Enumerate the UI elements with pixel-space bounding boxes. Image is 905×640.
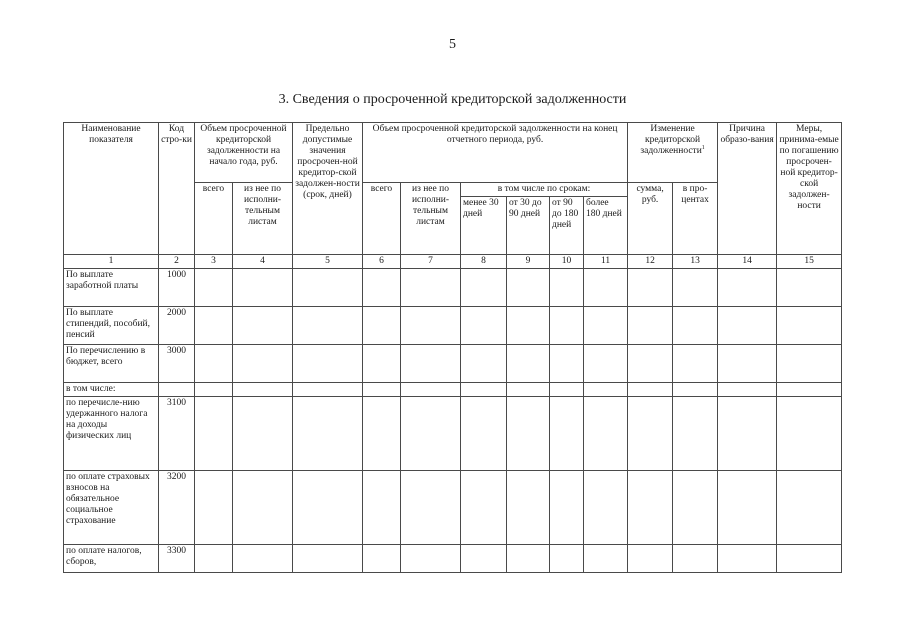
value-cell (718, 383, 777, 397)
col-header-sum: сумма, руб. (628, 183, 673, 255)
value-cell (363, 545, 401, 573)
value-cell (777, 471, 842, 545)
row-code: 3200 (159, 471, 195, 545)
value-cell (777, 345, 842, 383)
value-cell (293, 397, 363, 471)
value-cell (363, 269, 401, 307)
header-row-1 (64, 123, 842, 183)
value-cell (584, 269, 628, 307)
value-cell (461, 383, 507, 397)
value-cell (401, 269, 461, 307)
row-name: по оплате страховых взносов на обязательное социальное страхование (64, 471, 159, 545)
value-cell (401, 345, 461, 383)
column-number-cell: 4 (233, 255, 293, 269)
value-cell (628, 345, 673, 383)
value-cell (673, 471, 718, 545)
value-cell (628, 397, 673, 471)
page-number: 5 (449, 37, 456, 52)
value-cell (584, 471, 628, 545)
value-cell (233, 383, 293, 397)
column-number-cell: 8 (461, 255, 507, 269)
value-cell (233, 345, 293, 383)
column-number-cell: 7 (401, 255, 461, 269)
col-header-30-90: от 30 до 90 дней (507, 197, 550, 255)
value-cell (461, 345, 507, 383)
value-cell (550, 383, 584, 397)
value-cell (293, 307, 363, 345)
column-number-cell: 6 (363, 255, 401, 269)
value-cell (584, 397, 628, 471)
value-cell (293, 269, 363, 307)
value-cell (628, 545, 673, 573)
col-header-more180: более 180 дней (584, 197, 628, 255)
value-cell (507, 383, 550, 397)
value-cell (718, 345, 777, 383)
value-cell (461, 307, 507, 345)
value-cell (195, 545, 233, 573)
column-number-cell: 5 (293, 255, 363, 269)
value-cell (293, 383, 363, 397)
col-header-change (628, 123, 718, 183)
change-label: Изменение кредиторской задолженности (640, 124, 702, 156)
table-body (64, 269, 842, 573)
col-header-90-180: от 90 до 180 дней (550, 197, 584, 255)
row-code: 3000 (159, 345, 195, 383)
value-cell (718, 269, 777, 307)
value-cell (777, 397, 842, 471)
value-cell (628, 383, 673, 397)
row-code: 1000 (159, 269, 195, 307)
value-cell (401, 383, 461, 397)
value-cell (363, 345, 401, 383)
value-cell (195, 269, 233, 307)
col-header-overdue-start: Объем просроченной кредиторской задолженности на начало года, руб. (195, 123, 293, 183)
value-cell (673, 307, 718, 345)
col-header-limit: Предельно допустимые значения просрочен-ной кредитор-ской задолжен-ности (срок, дней) (293, 123, 363, 255)
value-cell (718, 471, 777, 545)
value-cell (293, 345, 363, 383)
column-number-cell: 11 (584, 255, 628, 269)
value-cell (507, 269, 550, 307)
value-cell (233, 397, 293, 471)
row-code: 2000 (159, 307, 195, 345)
value-cell (550, 471, 584, 545)
value-cell (233, 471, 293, 545)
value-cell (584, 307, 628, 345)
value-cell (777, 307, 842, 345)
value-cell (673, 397, 718, 471)
value-cell (628, 471, 673, 545)
value-cell (363, 471, 401, 545)
value-cell (584, 345, 628, 383)
column-numbers-row (64, 255, 842, 269)
value-cell (777, 269, 842, 307)
value-cell (461, 545, 507, 573)
value-cell (584, 545, 628, 573)
value-cell (584, 383, 628, 397)
value-cell (507, 307, 550, 345)
table-row (64, 307, 842, 345)
col-header-by-terms: в том числе по срокам: (461, 183, 628, 197)
value-cell (195, 397, 233, 471)
overdue-payables-table (63, 122, 842, 573)
row-name: По выплате стипендий, пособий, пенсий (64, 307, 159, 345)
col-header-exec-start: из нее по исполни-тельным листам (233, 183, 293, 255)
value-cell (628, 269, 673, 307)
value-cell (718, 545, 777, 573)
col-header-name: Наименование показателя (64, 123, 159, 255)
value-cell (507, 397, 550, 471)
value-cell (363, 397, 401, 471)
value-cell (195, 471, 233, 545)
value-cell (363, 307, 401, 345)
value-cell (550, 545, 584, 573)
value-cell (363, 383, 401, 397)
change-footnote: 1 (701, 144, 705, 151)
table-row (64, 383, 842, 397)
col-header-percent: в про-центах (673, 183, 718, 255)
value-cell (507, 471, 550, 545)
table-row (64, 397, 842, 471)
column-number-cell: 10 (550, 255, 584, 269)
table-row (64, 269, 842, 307)
col-header-measures: Меры, принима-емые по погашению просрочен-ной кредитор-ской задолжен-ности (777, 123, 842, 255)
col-header-total-start: всего (195, 183, 233, 255)
column-number-cell: 3 (195, 255, 233, 269)
col-header-reason: Причина образо-вания (718, 123, 777, 255)
table-row (64, 545, 842, 573)
value-cell (401, 545, 461, 573)
value-cell (777, 545, 842, 573)
value-cell (550, 269, 584, 307)
row-name: По выплате заработной платы (64, 269, 159, 307)
value-cell (550, 307, 584, 345)
column-number-cell: 14 (718, 255, 777, 269)
row-name: По перечислению в бюджет, всего (64, 345, 159, 383)
value-cell (507, 345, 550, 383)
row-name: в том числе: (64, 383, 159, 397)
value-cell (461, 269, 507, 307)
col-header-overdue-end: Объем просроченной кредиторской задолженности на конец отчетного периода, руб. (363, 123, 628, 183)
value-cell (461, 397, 507, 471)
col-header-exec-end: из нее по исполни-тельным листам (401, 183, 461, 255)
value-cell (401, 307, 461, 345)
column-number-cell: 12 (628, 255, 673, 269)
value-cell (293, 471, 363, 545)
value-cell (195, 307, 233, 345)
value-cell (401, 397, 461, 471)
col-header-less30: менее 30 дней (461, 197, 507, 255)
col-header-total-end: всего (363, 183, 401, 255)
value-cell (233, 307, 293, 345)
value-cell (195, 345, 233, 383)
value-cell (233, 545, 293, 573)
col-header-code: Код стро-ки (159, 123, 195, 255)
value-cell (673, 383, 718, 397)
value-cell (673, 269, 718, 307)
value-cell (507, 545, 550, 573)
row-code: 3100 (159, 397, 195, 471)
value-cell (718, 397, 777, 471)
column-number-cell: 2 (159, 255, 195, 269)
value-cell (718, 307, 777, 345)
column-number-cell: 15 (777, 255, 842, 269)
value-cell (673, 545, 718, 573)
value-cell (550, 345, 584, 383)
value-cell (673, 345, 718, 383)
value-cell (550, 397, 584, 471)
row-name: по оплате налогов, сборов, (64, 545, 159, 573)
column-number-cell: 13 (673, 255, 718, 269)
value-cell (233, 269, 293, 307)
value-cell (401, 471, 461, 545)
row-name: по перечисле-нию удержанного налога на доходы физических лиц (64, 397, 159, 471)
value-cell (293, 545, 363, 573)
row-code (159, 383, 195, 397)
table-row (64, 471, 842, 545)
row-code: 3300 (159, 545, 195, 573)
value-cell (461, 471, 507, 545)
column-number-cell: 1 (64, 255, 159, 269)
column-number-cell: 9 (507, 255, 550, 269)
table-row (64, 345, 842, 383)
value-cell (628, 307, 673, 345)
value-cell (777, 383, 842, 397)
section-title: 3. Сведения о просроченной кредиторской задолженности (278, 92, 627, 107)
value-cell (195, 383, 233, 397)
